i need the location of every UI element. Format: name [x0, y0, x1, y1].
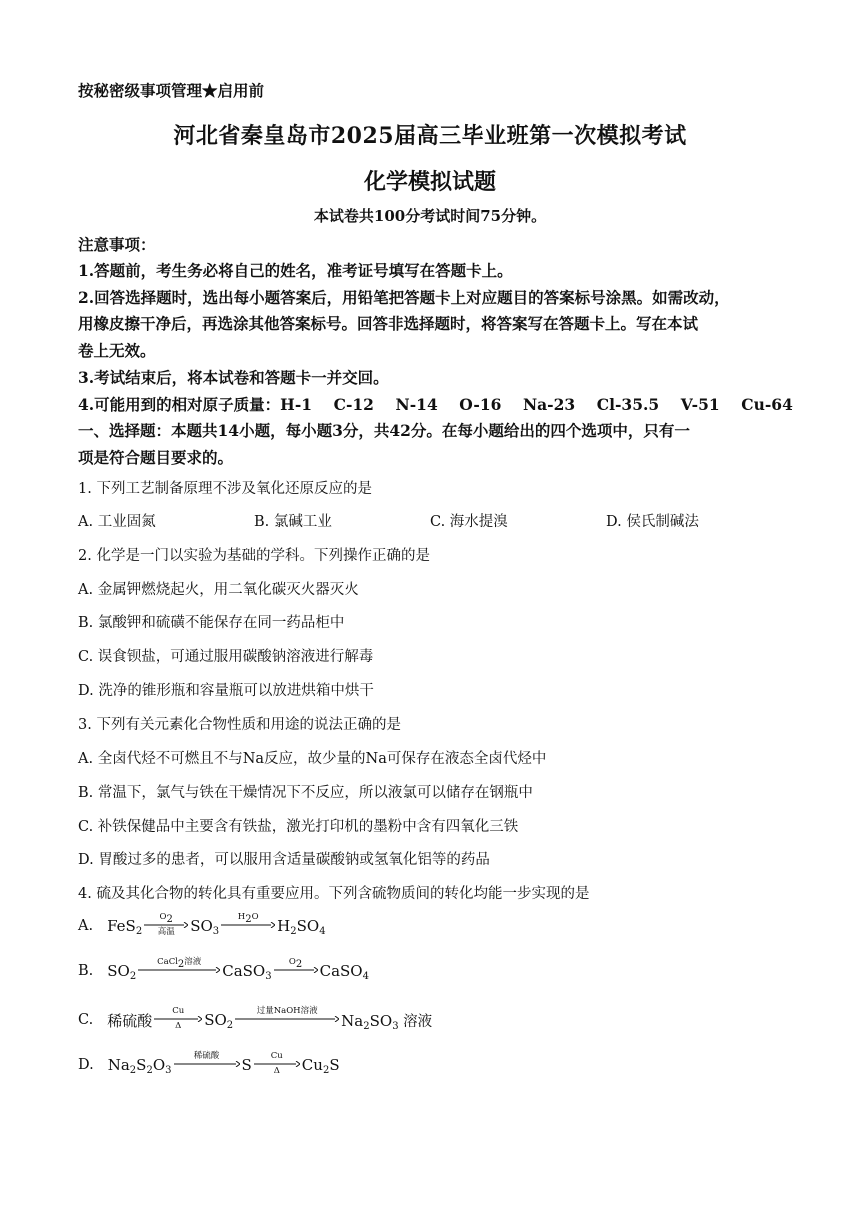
- arrow-icon: [221, 922, 275, 928]
- exam-title: 河北省秦皇岛市2025届高三毕业班第一次模拟考试: [173, 123, 687, 149]
- arrow-icon: [235, 1016, 339, 1022]
- q2-option-b: B. 氯酸钾和硫磺不能保存在同一药品柜中: [78, 615, 345, 631]
- q2-option-a: A. 金属钾燃烧起火，用二氧化碳灭火器灭火: [78, 582, 359, 598]
- section1-heading-line2: 项是符合题目要求的。: [78, 448, 234, 467]
- formula: FeS$_2$: [107, 917, 143, 937]
- reaction-arrow: Cu Δ: [254, 1052, 300, 1076]
- reaction-arrow: Cu Δ: [154, 1007, 202, 1031]
- q1-stem: 1. 下列工艺制备原理不涉及氧化还原反应的是: [78, 481, 372, 497]
- reaction-arrow: $O_2$ 高温: [144, 913, 188, 937]
- secrecy-notice: 按秘密级事项管理★启用前: [78, 81, 265, 100]
- q2-option-d: D. 洗净的锥形瓶和容量瓶可以放进烘箱中烘干: [78, 683, 374, 699]
- note-4: 4.可能用到的相对原子质量：H-1 C-12 N-14 O-16 Na-23 Cl-35.5 V-51 Cu-64: [78, 395, 793, 414]
- formula: $H_2SO_4$: [277, 917, 326, 937]
- arrow-icon: [138, 967, 220, 973]
- notes-heading: 注意事项：: [78, 235, 156, 254]
- reaction-arrow: $O_2$: [274, 958, 318, 982]
- q4-option-b: [78, 959, 369, 983]
- q4-option-d: [78, 1053, 340, 1077]
- formula: $SO_2$: [204, 1011, 234, 1031]
- q2-stem: 2. 化学是一门以实验为基础的学科。下列操作正确的是: [78, 548, 430, 564]
- q4-option-c: [78, 1008, 432, 1032]
- reaction-arrow: 过量NaOH溶液: [235, 1007, 339, 1031]
- q1-option-c: C. 海水提溴: [430, 514, 508, 530]
- option-label: D.: [78, 1057, 94, 1073]
- note-3: 3.考试结束后，将本试卷和答题卡一并交回。: [78, 368, 389, 387]
- note-1: 1.答题前，考生务必将自己的姓名，准考证号填写在答题卡上。: [78, 261, 513, 280]
- note-2-line1: 2.回答选择题时，选出每小题答案后，用铅笔把答题卡上对应题目的答案标号涂黑。如需改动，: [78, 288, 730, 307]
- arrow-icon: [274, 967, 318, 973]
- reaction-arrow: CaCl$_2$溶液: [138, 958, 220, 982]
- q3-option-a: A. 全卤代烃不可燃且不与Na反应，故少量的Na可保存在液态全卤代烃中: [78, 751, 547, 767]
- formula: $SO_3$: [190, 917, 220, 937]
- q1-option-d: D. 侯氏制碱法: [606, 514, 699, 530]
- formula: $Na_2SO_3$ 溶液: [341, 1011, 433, 1032]
- option-label: A.: [78, 918, 94, 934]
- reaction-arrow: 稀硫酸: [174, 1052, 240, 1076]
- q3-option-c: C. 补铁保健品中主要含有铁盐，激光打印机的墨粉中含有四氧化三铁: [78, 819, 519, 835]
- option-label: B.: [78, 963, 94, 979]
- formula: CaSO$_3$: [222, 962, 272, 982]
- q3-option-b: B. 常温下，氯气与铁在干燥情况下不反应，所以液氯可以储存在钢瓶中: [78, 785, 533, 801]
- reagent: 稀硫酸: [107, 1011, 153, 1030]
- formula: S: [241, 1056, 252, 1074]
- section1-heading-line1: 一、选择题：本题共14小题，每小题3分，共42分。在每小题给出的四个选项中，只有一: [78, 421, 690, 440]
- option-label: C.: [78, 1012, 94, 1028]
- q4-option-a: [78, 914, 326, 938]
- q4-stem: 4. 硫及其化合物的转化具有重要应用。下列含硫物质间的转化均能一步实现的是: [78, 886, 590, 902]
- formula: $SO_2$: [107, 962, 137, 982]
- note-2-line2: 用橡皮擦干净后，再选涂其他答案标号。回答非选择题时，将答案写在答题卡上。写在本试: [78, 314, 699, 333]
- formula: CaSO$_4$: [319, 962, 369, 982]
- q1-option-b: B. 氯碱工业: [254, 514, 332, 530]
- reaction-arrow: $H_2O$: [221, 913, 275, 937]
- arrow-icon: [174, 1061, 240, 1067]
- subject-title: 化学模拟试题: [363, 169, 496, 195]
- exam-info: 本试卷共100分考试时间75分钟。: [313, 207, 547, 225]
- q1-option-a: A. 工业固氮: [78, 514, 156, 530]
- formula: $Cu_2S$: [301, 1056, 340, 1076]
- formula: $Na_2S_2O_3$: [107, 1056, 172, 1076]
- q2-option-c: C. 误食钡盐，可通过服用碳酸钠溶液进行解毒: [78, 649, 374, 665]
- q3-option-d: D. 胃酸过多的患者，可以服用含适量碳酸钠或氢氧化铝等的药品: [78, 852, 490, 868]
- note-2-line3: 卷上无效。: [78, 341, 156, 360]
- q3-stem: 3. 下列有关元素化合物性质和用途的说法正确的是: [78, 717, 401, 733]
